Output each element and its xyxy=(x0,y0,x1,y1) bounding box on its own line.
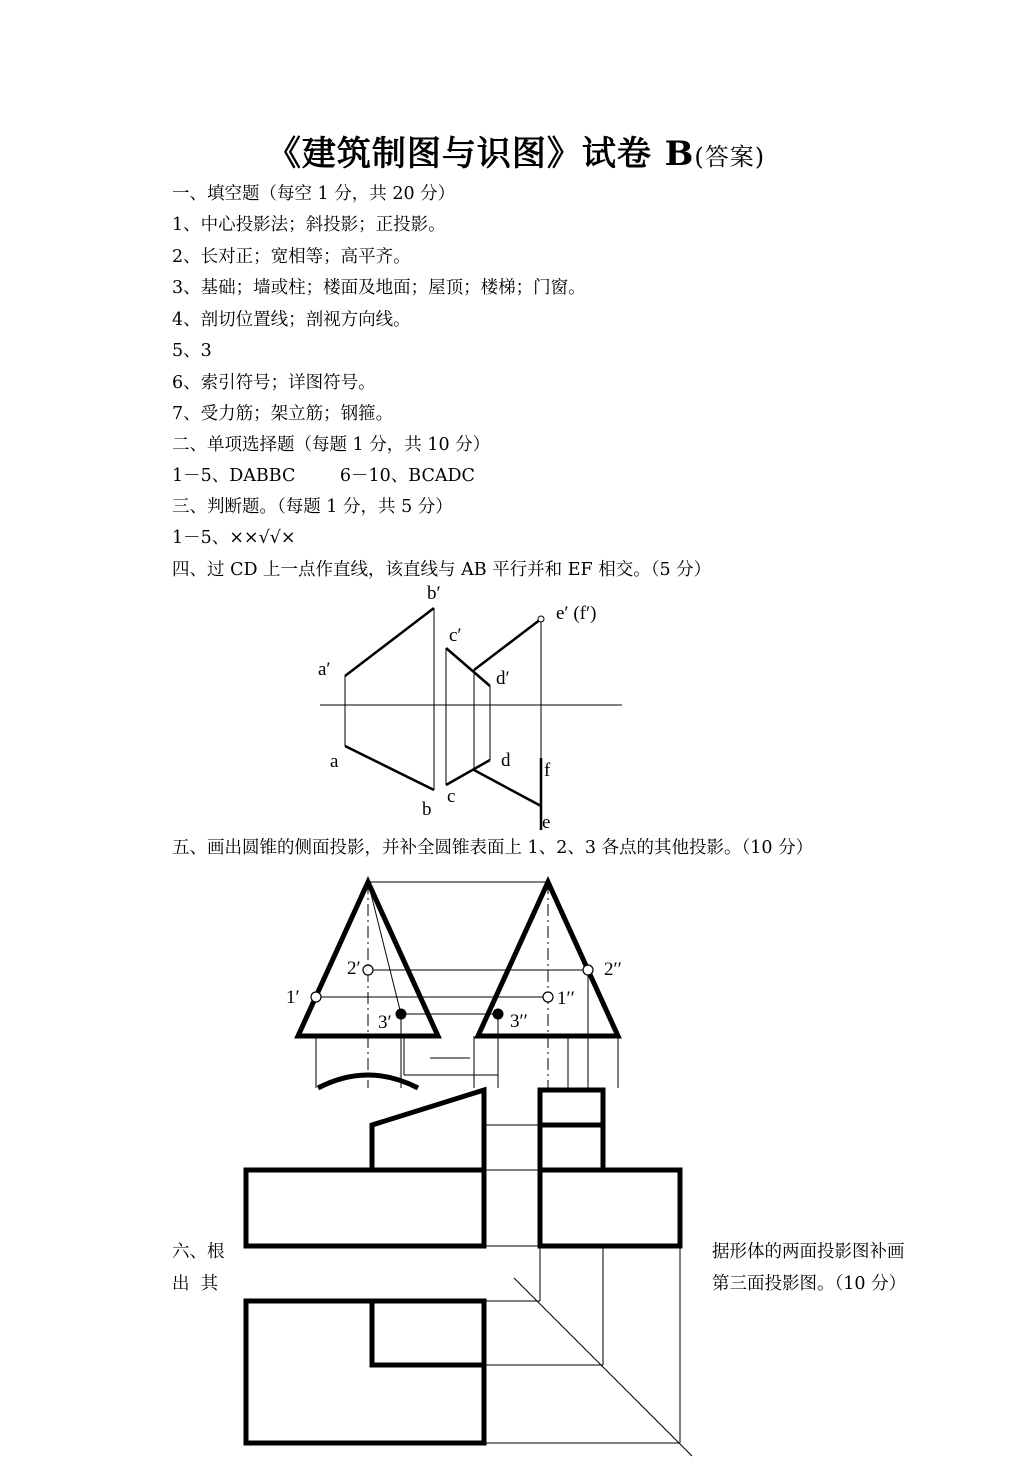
title-main: 《建筑制图与识图》试卷 B xyxy=(266,134,695,174)
point-1-double-prime xyxy=(543,992,553,1002)
label-c-prime: c′ xyxy=(449,625,462,646)
answer-line: 2、长对正；宽相等；高平齐。 xyxy=(172,247,411,267)
line-c-d xyxy=(446,760,490,785)
line-answer-front xyxy=(474,619,541,670)
label-a-prime: a′ xyxy=(318,659,331,680)
answer-line: 1－5、××√√× xyxy=(172,528,296,548)
figure-solid-three-views xyxy=(246,1090,692,1456)
section-5-heading: 五、画出圆锥的侧面投影，并补全圆锥表面上 1、2、3 各点的其他投影。（10 分） xyxy=(172,838,814,858)
label-b: b xyxy=(422,799,432,820)
label-d-prime: d′ xyxy=(496,668,510,689)
label-point-3-double-prime: 3′′ xyxy=(510,1011,528,1032)
label-e: e xyxy=(542,812,551,833)
title-suffix: (答案) xyxy=(694,143,766,171)
top-view-outline xyxy=(246,1301,484,1443)
point-2-double-prime xyxy=(583,965,593,975)
section-6-text-left-1: 六、根 xyxy=(172,1242,225,1262)
section-1-heading: 一、填空题（每空 1 分，共 20 分） xyxy=(172,184,456,204)
label-d: d xyxy=(501,750,511,771)
answer-line: 7、受力筋；架立筋；钢箍。 xyxy=(172,404,394,424)
label-b-prime: b′ xyxy=(427,583,441,604)
answer-line: 5、3 xyxy=(172,341,212,361)
label-point-3-prime: 3′ xyxy=(378,1012,392,1033)
label-e-prime-f-prime: e′ (f′) xyxy=(556,603,597,624)
section-6-text-right-2: 第三面投影图。（10 分） xyxy=(712,1274,907,1294)
point-1-prime xyxy=(311,992,321,1002)
line-c-prime-d-prime xyxy=(446,648,490,686)
section-3-heading: 三、判断题。（每题 1 分，共 5 分） xyxy=(172,497,453,517)
answer-line: 1－5、DABBC 6－10、BCADC xyxy=(172,466,475,486)
answer-line: 1、中心投影法；斜投影；正投影。 xyxy=(172,215,446,235)
label-point-1-prime: 1′ xyxy=(286,987,300,1008)
section-2-heading: 二、单项选择题（每题 1 分，共 10 分） xyxy=(172,435,491,455)
point-2-prime xyxy=(363,965,373,975)
line-answer-top xyxy=(474,770,541,806)
figure-line-projection xyxy=(320,608,622,830)
label-a: a xyxy=(330,751,339,772)
line-a-prime-b-prime xyxy=(345,608,434,676)
answer-line: 4、剖切位置线；剖视方向线。 xyxy=(172,310,411,330)
answer-line: 3、基础；墙或柱；楼面及地面；屋顶；楼梯；门窗。 xyxy=(172,278,586,298)
label-point-2-prime: 2′ xyxy=(347,958,361,979)
point-e-prime xyxy=(538,616,544,622)
point-3-prime xyxy=(396,1009,406,1019)
section-4-heading: 四、过 CD 上一点作直线，该直线与 AB 平行并和 EF 相交。（5 分） xyxy=(172,560,712,580)
front-view-top-block xyxy=(372,1090,484,1170)
figure-cone-projection xyxy=(298,882,618,1088)
front-view-base xyxy=(246,1170,484,1246)
label-point-2-double-prime: 2′′ xyxy=(604,959,622,980)
answer-line: 6、索引符号；详图符号。 xyxy=(172,373,376,393)
top-view-inner-edge xyxy=(372,1301,484,1365)
label-c: c xyxy=(447,786,456,807)
section-6-text-left-2: 出 其 xyxy=(172,1274,219,1294)
section-6-text-right-1: 据形体的两面投影图补画 xyxy=(712,1242,905,1262)
line-a-b xyxy=(345,746,434,790)
label-point-1-double-prime: 1′′ xyxy=(557,988,575,1009)
point-3-double-prime xyxy=(493,1009,503,1019)
label-f: f xyxy=(544,760,551,781)
